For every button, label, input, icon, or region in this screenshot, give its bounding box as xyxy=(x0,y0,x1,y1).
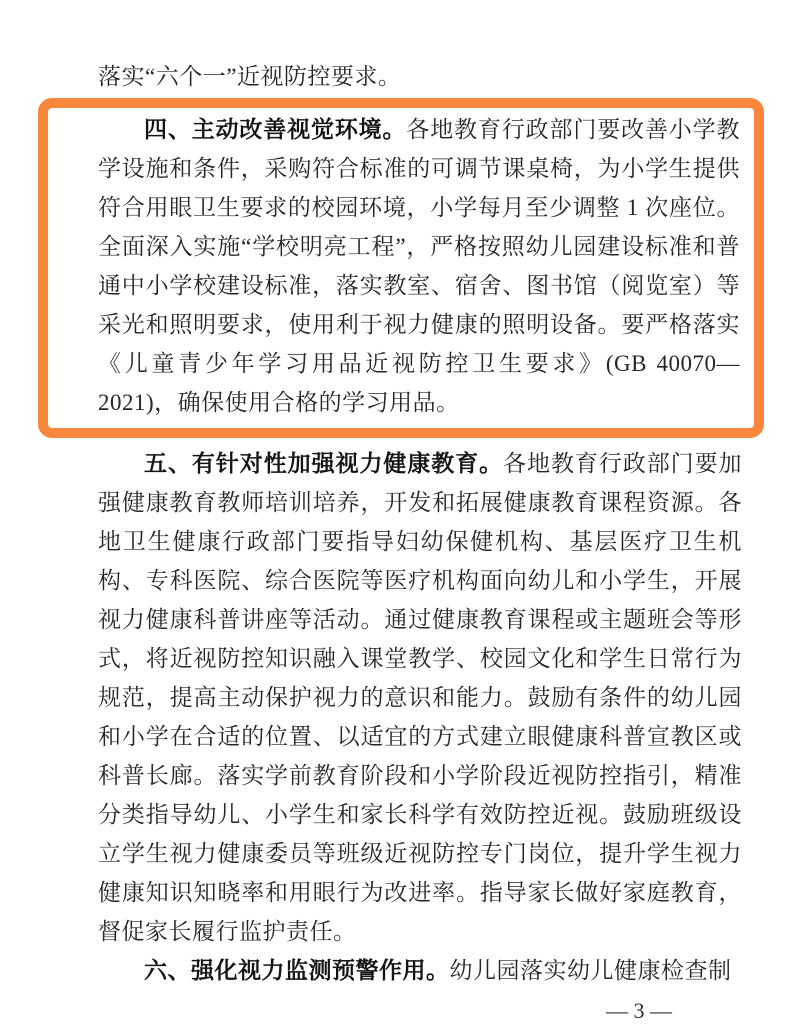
section-five-paragraph xyxy=(98,444,742,951)
section-four-body: 各地教育行政部门要改善小学教学设施和条件，采购符合标准的可调节课桌椅，为小学生提供符合用眼卫生要求的校园环境，小学每月至少调整 1 次座位。全面深入实施“学校明亮工程”，严格按照幼儿园建设标准和普通中小学校建设标准，落实教室、宿舍、图书馆（阅览室）等采光和照明要求，使用利于视力健康的照明设备。要严格落实《儿童青少年学习用品近视防控卫生要求》(GB 40070—2021)，确保使用合格的学习用品。 xyxy=(98,117,741,415)
page-number: — 3 — xyxy=(606,998,672,1023)
section-five-body: 各地教育行政部门要加强健康教育教师培训培养，开发和拓展健康教育课程资源。各地卫生健康行政部门要指导妇幼保健机构、基层医疗卫生机构、专科医院、综合医院等医疗机构面向幼儿和小学生，开展视力健康科普讲座等活动。通过健康教育课程或主题班会等形式，将近视防控知识融入课堂教学、校园文化和学生日常行为规范，提高主动保护视力的意识和能力。鼓励有条件的幼儿园和小学在合适的位置、以适宜的方式建立眼健康科普宣教区或科普长廊。落实学前教育阶段和小学阶段近视防控指引，精准分类指导幼儿、小学生和家长科学有效防控近视。鼓励班级设立学生视力健康委员等班级近视防控专门岗位，提升学生视力健康知识知晓率和用眼行为改进率。指导家长做好家庭教育，督促家长履行监护责任。 xyxy=(98,451,742,944)
paragraph-continuation: 落实“六个一”近视防控要求。 xyxy=(98,64,402,89)
section-four-heading: 四、主动改善视觉环境。 xyxy=(144,117,407,142)
section-six-paragraph xyxy=(98,951,742,990)
section-four-paragraph xyxy=(98,110,740,422)
highlight-box xyxy=(38,98,764,438)
section-six-heading: 六、强化视力监测预警作用。 xyxy=(144,958,450,983)
section-six-body: 幼儿园落实幼儿健康检查制 xyxy=(449,958,732,983)
section-five-heading: 五、有针对性加强视力健康教育。 xyxy=(144,451,504,476)
